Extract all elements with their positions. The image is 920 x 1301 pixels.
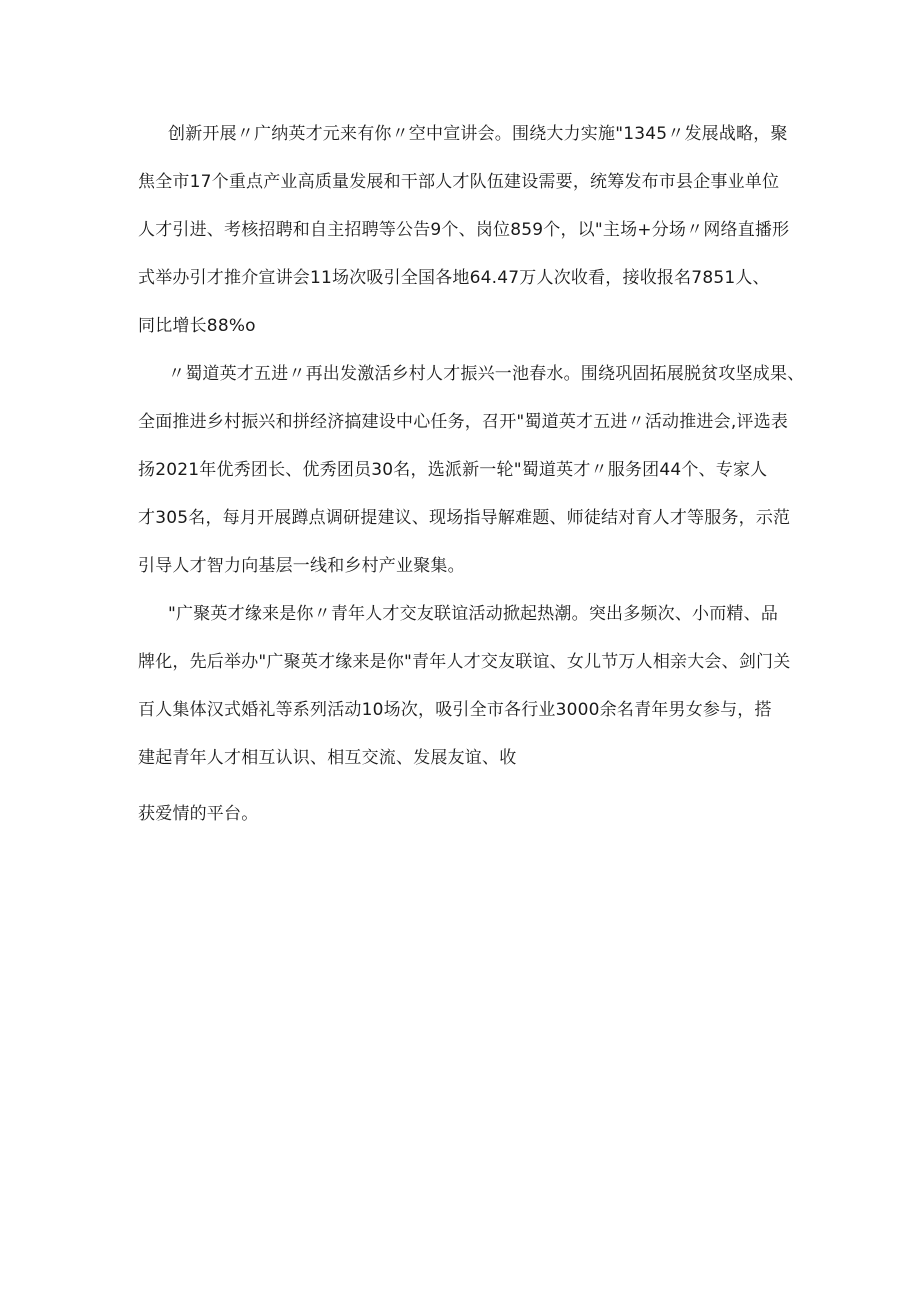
paragraph-3-line-2: 牌化，先后举办"广聚英才缘来是你"青年人才交友联谊、女儿节万人相亲大会、剑门关: [138, 652, 791, 672]
paragraph-3-line-1: "广聚英才缘来是你〃青年人才交友联谊活动掀起热潮。突出多频次、小而精、品: [168, 604, 779, 624]
paragraph-3-line-4: 建起青年人才相互认识、相互交流、发展友谊、收: [138, 748, 517, 768]
paragraph-2-line-1: 〃蜀道英才五进〃再出发激活乡村人才振兴一池春水。围绕巩固拓展脱贫攻坚成果、: [168, 364, 805, 384]
paragraph-3-line-5: 获爱情的平台。: [138, 804, 259, 824]
paragraph-3-line-3: 百人集体汉式婚礼等系列活动10场次，吸引全市各行业3000余名青年男女参与，搭: [138, 700, 772, 720]
paragraph-1-line-4: 式举办引才推介宣讲会11场次吸引全国各地64.47万人次收看，接收报名7851人、: [138, 268, 770, 288]
paragraph-1-line-5: 同比增长88%o: [138, 316, 256, 336]
paragraph-2-line-2: 全面推进乡村振兴和拼经济搞建设中心任务，召开"蜀道英才五进〃活动推进会,评选表: [138, 412, 789, 432]
paragraph-1-line-1: 创新开展〃广纳英才元来有你〃空中宣讲会。围绕大力实施"1345〃发展战略，聚: [168, 124, 788, 144]
paragraph-2-line-5: 引导人才智力向基层一线和乡村产业聚集。: [138, 556, 465, 576]
paragraph-1-line-3: 人才引进、考核招聘和自主招聘等公告9个、岗位859个，以"主场+分场〃网络直播形: [138, 220, 790, 240]
paragraph-2-line-3: 扬2021年优秀团长、优秀团员30名，选派新一轮"蜀道英才〃服务团44个、专家人: [138, 460, 768, 480]
paragraph-2-line-4: 才305名，每月开展蹲点调研提建议、现场指导解难题、师徒结对育人才等服务，示范: [138, 508, 791, 528]
paragraph-1-line-2: 焦全市17个重点产业高质量发展和干部人才队伍建设需要，统筹发布市县企事业单位: [138, 172, 780, 192]
